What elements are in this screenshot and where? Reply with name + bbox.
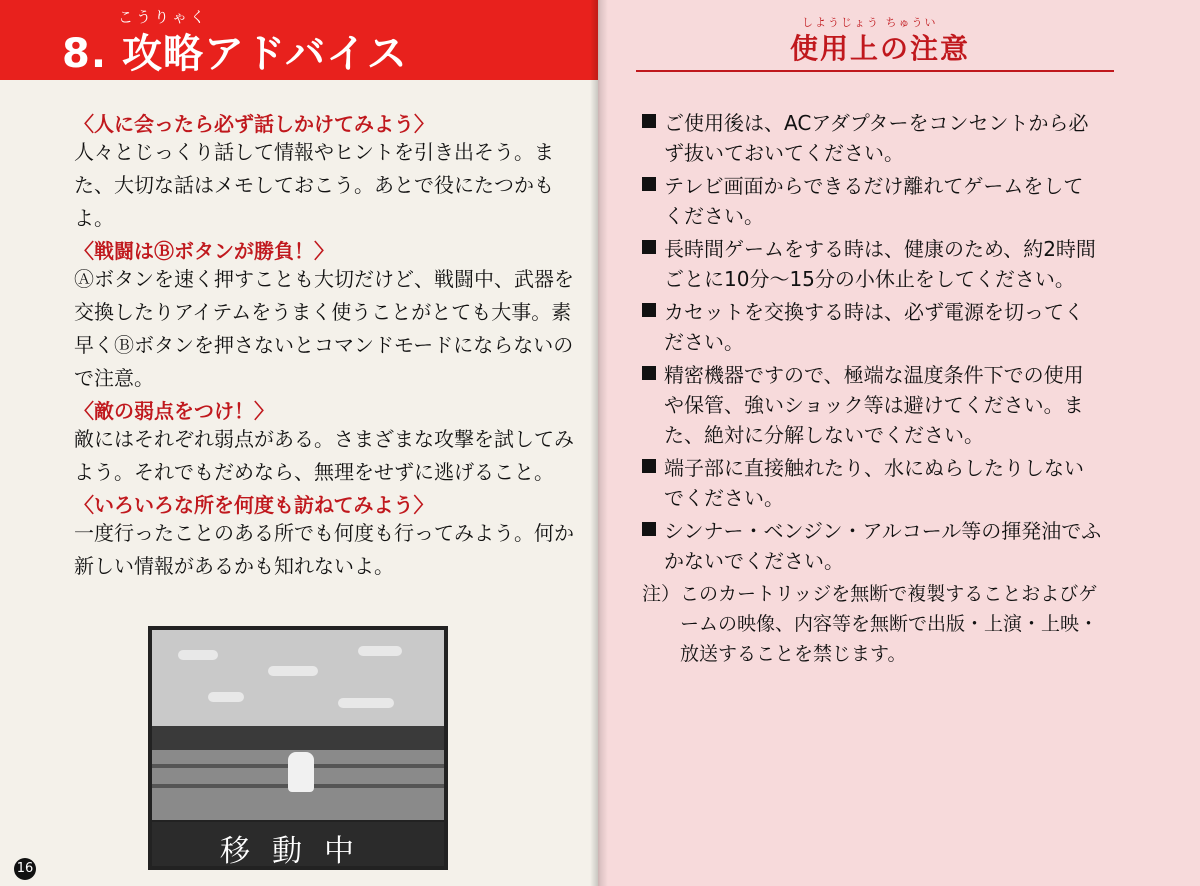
advice-body: Ⓐボタンを速く押すことも大切だけど、戦闘中、武器を交換したりアイテムをうまく使うことがとても大事。素早くⒷボタンを押さないとコマンドモードにならないので注意。 (74, 267, 574, 390)
advice-body: 人々とじっくり話して情報やヒントを引き出そう。また、大切な話はメモしておこう。あとで役にたつかもよ。 (74, 140, 554, 230)
square-bullet-icon (642, 114, 656, 128)
screenshot-cloud (358, 646, 402, 656)
advice-heading: 〈敵の弱点をつけ！〉 (74, 399, 274, 423)
notice-item (642, 297, 1102, 357)
screenshot-status-bar (152, 822, 444, 869)
section-banner (0, 0, 598, 80)
page-title: 8. 攻略アドバイス (62, 31, 408, 77)
square-bullet-icon (642, 303, 656, 317)
notice-item (642, 171, 1102, 231)
notice-item (642, 453, 1102, 513)
screenshot-cloud (268, 666, 318, 676)
square-bullet-icon (642, 177, 656, 191)
square-bullet-icon (642, 522, 656, 536)
notice-item (642, 234, 1102, 294)
notice-text: 端子部に直接触れたり、水にぬらしたりしないでください。 (664, 456, 1084, 510)
note-text: このカートリッジを無断で複製することおよびゲームの映像、内容等を無断で出版・上演・上映・放送することを禁じます。 (680, 583, 1099, 665)
right-title-ruby: しようじょう ちゅうい (802, 16, 938, 29)
screenshot-cloud (178, 650, 218, 660)
square-bullet-icon (642, 366, 656, 380)
square-bullet-icon (642, 459, 656, 473)
advice-heading: 〈いろいろな所を何度も訪ねてみよう〉 (74, 493, 434, 517)
note-mark: 注） (642, 583, 681, 605)
notice-text: カセットを交換する時は、必ず電源を切ってください。 (664, 300, 1084, 354)
screenshot-cloud (208, 692, 244, 702)
notice-text: ご使用後は、ACアダプターをコンセントから必ず抜いておいてください。 (664, 111, 1089, 165)
advice-list (74, 112, 574, 587)
advice-body: 敵にはそれぞれ弱点がある。さまざまな攻撃を試してみよう。それでもだめなら、無理をせずに逃げること。 (74, 427, 574, 484)
screenshot-cloud (338, 698, 394, 708)
notice-item (642, 360, 1102, 450)
gutter-shadow (590, 0, 608, 886)
game-screenshot (148, 626, 448, 870)
square-bullet-icon (642, 240, 656, 254)
notice-item (642, 108, 1102, 168)
title-rule (636, 70, 1114, 72)
advice-body: 一度行ったことのある所でも何度も行ってみよう。何か新しい情報があるかも知れないよ。 (74, 521, 574, 578)
title-ruby: こうりゃく (118, 8, 209, 26)
notice-text: 長時間ゲームをする時は、健康のため、約2時間ごとに10分〜15分の小休止をしてください。 (664, 237, 1096, 291)
notice-text: テレビ画面からできるだけ離れてゲームをしてください。 (664, 174, 1084, 228)
notice-list (642, 108, 1102, 669)
notice-text: シンナー・ベンジン・アルコール等の揮発油でふかないでください。 (664, 519, 1102, 573)
advice-heading: 〈人に会ったら必ず話しかけてみよう〉 (74, 112, 434, 136)
left-page (0, 0, 598, 886)
screenshot-character (288, 752, 314, 792)
notice-text: 精密機器ですので、極端な温度条件下での使用や保管、強いショック等は避けてください。また、絶対に分解しないでください。 (664, 363, 1084, 447)
notice-item (642, 516, 1102, 576)
advice-heading: 〈戦闘はⒷボタンが勝負！〉 (74, 239, 334, 263)
right-page-title: 使用上の注意 (790, 32, 971, 65)
screenshot-status-text: 移動中 (220, 834, 376, 869)
page-number: 16 (14, 858, 36, 880)
copyright-note (642, 579, 1102, 669)
